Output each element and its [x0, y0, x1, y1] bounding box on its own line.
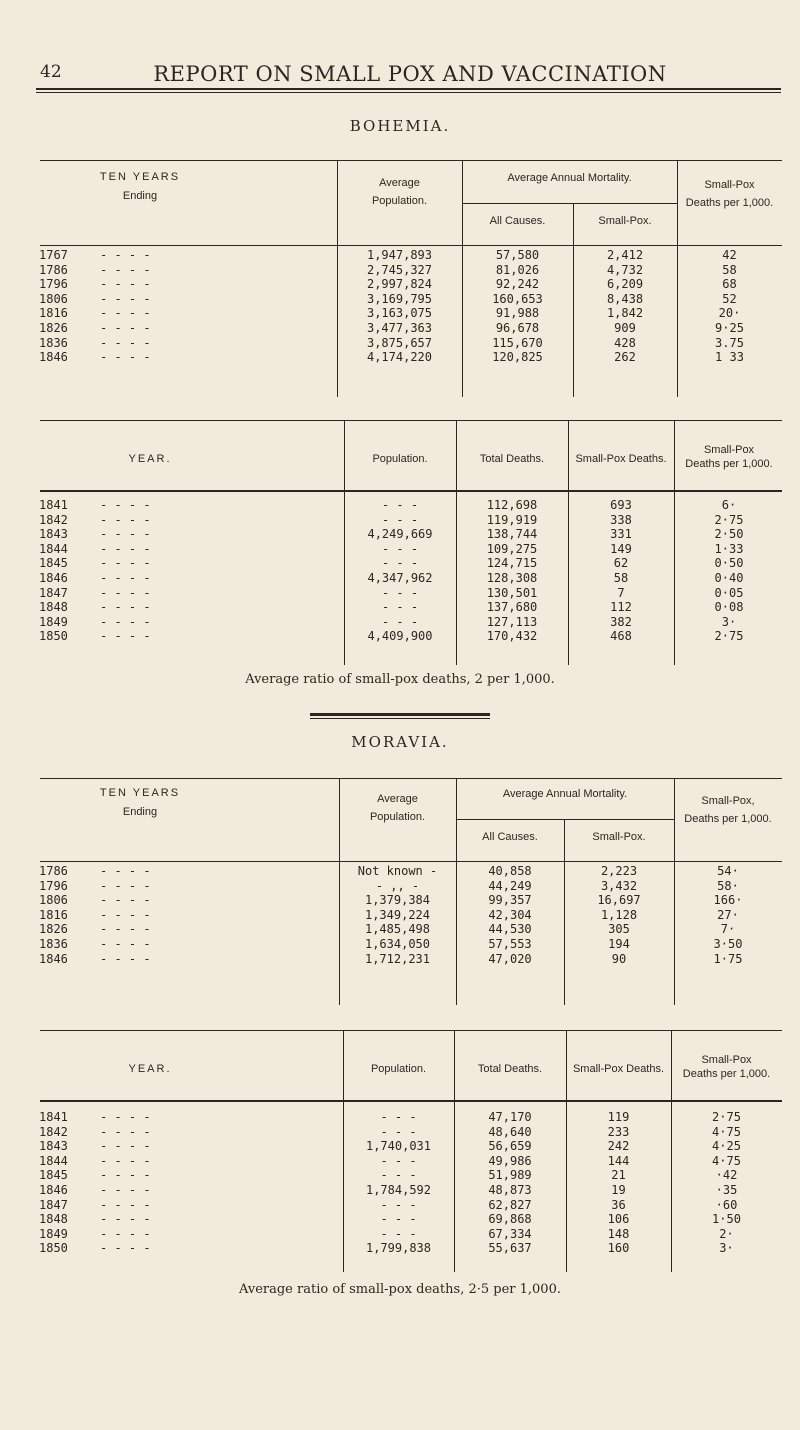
- bohemia-title: BOHEMIA.: [349, 117, 451, 135]
- moravia-decade-table: [40, 778, 782, 1008]
- year-cell: 1849: [39, 1226, 68, 1241]
- table-row: [40, 1154, 782, 1169]
- rate-cell: 42: [722, 248, 737, 262]
- table-row: [40, 908, 782, 923]
- leader-dashes: - - - -: [100, 1110, 151, 1124]
- population-cell: 3,163,075: [366, 306, 433, 321]
- header-small-pox-deaths: Small-Pox Deaths.: [575, 453, 667, 465]
- leader-dashes: - - - -: [100, 922, 151, 937]
- population-cell: 1,349,224: [364, 907, 431, 922]
- small-pox-cell: 2,412: [606, 248, 644, 262]
- small-pox-deaths-cell: 112: [610, 600, 632, 615]
- year-cell: 1846: [39, 570, 68, 585]
- total-deaths-cell: 48,873: [488, 1182, 532, 1197]
- year-cell: 1847: [39, 1197, 68, 1212]
- all-causes-cell: 99,357: [488, 893, 532, 908]
- small-pox-deaths-cell: 119: [607, 1110, 630, 1124]
- small-pox-cell: 8,438: [606, 291, 644, 306]
- total-deaths-cell: 48,640: [488, 1124, 532, 1139]
- population-cell: - - -: [381, 585, 419, 600]
- population-cell: - ,, -: [375, 878, 420, 893]
- small-pox-deaths-cell: 7: [617, 585, 625, 600]
- rate-cell: 0·50: [714, 556, 744, 571]
- small-pox-cell: 4,732: [606, 262, 644, 277]
- population-cell: 1,947,893: [366, 248, 433, 262]
- header-year: YEAR.: [128, 1063, 172, 1075]
- small-pox-cell: 1,842: [606, 306, 644, 321]
- table-row: [40, 1139, 782, 1154]
- leader-dashes: - - - -: [100, 864, 151, 878]
- leader-dashes: - - - -: [100, 629, 151, 644]
- table-row: [40, 513, 782, 528]
- leader-dashes: - - - -: [100, 614, 151, 629]
- small-pox-deaths-cell: 149: [610, 541, 632, 556]
- total-deaths-cell: 49,986: [488, 1153, 532, 1168]
- all-causes-cell: 57,580: [495, 248, 540, 262]
- rate-cell: 6·: [721, 498, 737, 512]
- small-pox-cell: 16,697: [597, 893, 641, 908]
- table-row: [40, 498, 782, 513]
- small-pox-deaths-cell: 382: [610, 614, 632, 629]
- rate-cell: 20·: [718, 306, 741, 321]
- rate-cell: 3·: [721, 614, 737, 629]
- all-causes-cell: 96,678: [495, 320, 540, 335]
- bohemia-annual-table: [40, 420, 782, 668]
- population-cell: 4,174,220: [366, 350, 433, 365]
- moravia-decade-rows: [40, 864, 782, 966]
- header-ten-years: TEN YEARS: [99, 787, 181, 799]
- header-rate-2: Deaths per 1,000.: [682, 1068, 771, 1080]
- table-row: [40, 1125, 782, 1140]
- rate-cell: 54·: [717, 864, 739, 878]
- population-cell: 4,347,962: [367, 570, 433, 585]
- table-row: [40, 336, 782, 351]
- total-deaths-cell: 47,170: [488, 1110, 532, 1124]
- leader-dashes: - - - -: [100, 936, 151, 951]
- header-ending: Ending: [122, 806, 158, 818]
- rate-cell: 1 33: [715, 350, 744, 365]
- population-cell: - - -: [380, 1226, 417, 1241]
- year-cell: 1786: [39, 864, 68, 878]
- bohemia-annual-rows: [40, 498, 782, 644]
- small-pox-deaths-cell: 160: [607, 1241, 630, 1256]
- small-pox-deaths-cell: 693: [610, 498, 632, 512]
- all-causes-cell: 42,304: [488, 907, 532, 922]
- population-cell: 2,745,327: [366, 262, 433, 277]
- small-pox-deaths-cell: 62: [613, 556, 629, 571]
- rate-cell: 68: [722, 277, 737, 292]
- header-rule: [36, 88, 781, 90]
- population-cell: - - -: [380, 1212, 417, 1227]
- header-annual-mortality: Average Annual Mortality.: [507, 172, 632, 184]
- population-cell: - - -: [380, 1168, 417, 1183]
- total-deaths-cell: 137,680: [486, 600, 538, 615]
- leader-dashes: - - - -: [100, 951, 151, 966]
- rate-cell: 1·75: [713, 951, 743, 966]
- small-pox-deaths-cell: 338: [610, 512, 632, 527]
- rate-cell: 52: [722, 291, 737, 306]
- population-cell: 1,634,050: [364, 936, 431, 951]
- rate-cell: 2·: [719, 1226, 734, 1241]
- total-deaths-cell: 138,744: [486, 527, 538, 542]
- header-population: Population.: [370, 1063, 427, 1075]
- small-pox-cell: 305: [608, 922, 630, 937]
- total-deaths-cell: 130,501: [486, 585, 538, 600]
- table-row: [40, 248, 782, 263]
- total-deaths-cell: 170,432: [486, 629, 538, 644]
- leader-dashes: - - - -: [100, 893, 151, 908]
- year-cell: 1848: [39, 1212, 68, 1227]
- year-cell: 1786: [39, 262, 68, 277]
- population-cell: 1,799,838: [365, 1241, 432, 1256]
- population-cell: Not known -: [357, 864, 438, 878]
- small-pox-cell: 1,128: [600, 907, 638, 922]
- leader-dashes: - - - -: [100, 335, 151, 350]
- table-row: [40, 629, 782, 644]
- header-average: Average: [377, 793, 418, 805]
- all-causes-cell: 44,530: [488, 922, 532, 937]
- header-ending: Ending: [122, 190, 158, 202]
- rate-cell: 0·08: [714, 600, 744, 615]
- leader-dashes: - - - -: [100, 306, 151, 321]
- bohemia-decade-rows: [40, 248, 782, 365]
- year-cell: 1842: [39, 512, 68, 527]
- moravia-annual-rows: [40, 1110, 782, 1256]
- header-rate-2: Deaths per 1,000.: [685, 458, 773, 470]
- page-number: 42: [40, 62, 62, 82]
- population-cell: 1,379,384: [364, 893, 431, 908]
- total-deaths-cell: 62,827: [488, 1197, 532, 1212]
- total-deaths-cell: 112,698: [486, 498, 538, 512]
- header-all-causes: All Causes.: [482, 831, 538, 843]
- small-pox-cell: 3,432: [600, 878, 638, 893]
- year-cell: 1845: [39, 556, 68, 571]
- year-cell: 1816: [39, 907, 68, 922]
- small-pox-deaths-cell: 233: [607, 1124, 630, 1139]
- leader-dashes: - - - -: [100, 1168, 151, 1183]
- rate-cell: 3·: [719, 1241, 734, 1256]
- year-cell: 1816: [39, 306, 68, 321]
- year-cell: 1826: [39, 320, 68, 335]
- year-cell: 1848: [39, 600, 68, 615]
- header-population: Population.: [372, 453, 428, 465]
- leader-dashes: - - - -: [100, 600, 151, 615]
- leader-dashes: - - - -: [100, 277, 151, 292]
- all-causes-cell: 160,653: [492, 291, 543, 306]
- header-small-pox: Small-Pox.: [598, 215, 652, 227]
- all-causes-cell: 40,858: [488, 864, 532, 878]
- year-cell: 1842: [39, 1124, 68, 1139]
- population-cell: 3,169,795: [366, 291, 433, 306]
- header-deaths-per-1000: Deaths per 1,000.: [684, 813, 772, 825]
- table-row: [40, 1168, 782, 1183]
- table-row: [40, 1227, 782, 1242]
- table-row: [40, 306, 782, 321]
- rate-cell: 4·25: [712, 1139, 741, 1154]
- leader-dashes: - - - -: [100, 1212, 151, 1227]
- population-cell: - - -: [381, 541, 419, 556]
- year-cell: 1826: [39, 922, 68, 937]
- table-row: [40, 1198, 782, 1213]
- table-row: [40, 879, 782, 894]
- header-year: YEAR.: [128, 453, 172, 465]
- year-cell: 1847: [39, 585, 68, 600]
- leader-dashes: - - - -: [100, 1226, 151, 1241]
- population-cell: - - -: [380, 1197, 417, 1212]
- table-row: [40, 1212, 782, 1227]
- table-row: [40, 1110, 782, 1125]
- population-cell: 2,997,824: [366, 277, 433, 292]
- header-total-deaths: Total Deaths.: [477, 1063, 543, 1075]
- population-cell: - - -: [381, 498, 419, 512]
- rate-cell: 27·: [717, 907, 739, 922]
- year-cell: 1767: [39, 248, 68, 262]
- table-row: [40, 586, 782, 601]
- all-causes-cell: 120,825: [492, 350, 543, 365]
- year-cell: 1850: [39, 629, 68, 644]
- header-small-pox-deaths: Small-Pox Deaths.: [572, 1063, 665, 1075]
- small-pox-deaths-cell: 144: [607, 1153, 630, 1168]
- header-annual-mortality: Average Annual Mortality.: [502, 788, 628, 800]
- all-causes-cell: 115,670: [492, 335, 543, 350]
- year-cell: 1843: [39, 527, 68, 542]
- leader-dashes: - - - -: [100, 498, 151, 512]
- rate-cell: 1·33: [714, 541, 744, 556]
- leader-dashes: - - - -: [100, 248, 151, 262]
- leader-dashes: - - - -: [100, 1124, 151, 1139]
- header-small-pox-deaths: Small-Pox: [704, 179, 755, 191]
- total-deaths-cell: 51,989: [488, 1168, 532, 1183]
- year-cell: 1806: [39, 291, 68, 306]
- header-small-pox: Small-Pox.: [592, 831, 646, 843]
- header-deaths-per-1000: Deaths per 1,000.: [685, 197, 774, 209]
- population-cell: 1,740,031: [365, 1139, 432, 1154]
- all-causes-cell: 44,249: [488, 878, 532, 893]
- small-pox-deaths-cell: 36: [611, 1197, 626, 1212]
- total-deaths-cell: 109,275: [486, 541, 538, 556]
- total-deaths-cell: 67,334: [488, 1226, 532, 1241]
- rate-cell: ·35: [715, 1182, 738, 1197]
- rate-cell: 166·: [713, 893, 743, 908]
- population-cell: - - -: [380, 1110, 417, 1124]
- all-causes-cell: 57,553: [488, 936, 532, 951]
- leader-dashes: - - - -: [100, 1241, 151, 1256]
- small-pox-deaths-cell: 148: [607, 1226, 630, 1241]
- small-pox-cell: 90: [611, 951, 627, 966]
- table-row: [40, 922, 782, 937]
- population-cell: - - -: [381, 600, 419, 615]
- leader-dashes: - - - -: [100, 320, 151, 335]
- moravia-note: Average ratio of small-pox deaths, 2·5 per 1,000.: [239, 1282, 561, 1297]
- population-cell: - - -: [381, 614, 419, 629]
- rate-cell: 2·50: [714, 527, 744, 542]
- year-cell: 1844: [39, 1153, 68, 1168]
- year-cell: 1836: [39, 335, 68, 350]
- table-row: [40, 292, 782, 307]
- small-pox-deaths-cell: 106: [607, 1212, 630, 1227]
- total-deaths-cell: 128,308: [486, 570, 538, 585]
- leader-dashes: - - - -: [100, 512, 151, 527]
- section-separator: [310, 713, 490, 719]
- total-deaths-cell: 55,637: [488, 1241, 532, 1256]
- population-cell: - - -: [381, 512, 419, 527]
- rate-cell: 58·: [717, 878, 739, 893]
- small-pox-cell: 2,223: [600, 864, 638, 878]
- total-deaths-cell: 119,919: [486, 512, 538, 527]
- header-rate-1: Small-Pox: [703, 444, 755, 456]
- header-average: Average: [379, 177, 420, 189]
- year-cell: 1796: [39, 277, 68, 292]
- total-deaths-cell: 127,113: [486, 614, 538, 629]
- small-pox-deaths-cell: 58: [613, 570, 629, 585]
- small-pox-deaths-cell: 19: [611, 1182, 626, 1197]
- year-cell: 1846: [39, 350, 68, 365]
- population-cell: 3,875,657: [366, 335, 433, 350]
- table-row: [40, 615, 782, 630]
- all-causes-cell: 81,026: [495, 262, 540, 277]
- rate-cell: 0·40: [714, 570, 744, 585]
- moravia-title: MORAVIA.: [351, 733, 449, 751]
- year-cell: 1806: [39, 893, 68, 908]
- leader-dashes: - - - -: [100, 585, 151, 600]
- table-row: [40, 893, 782, 908]
- population-cell: 4,409,900: [367, 629, 433, 644]
- total-deaths-cell: 56,659: [488, 1139, 532, 1154]
- population-cell: 3,477,363: [366, 320, 433, 335]
- bohemia-decade-table: [40, 160, 782, 400]
- rate-cell: 4·75: [712, 1124, 741, 1139]
- table-row: [40, 571, 782, 586]
- small-pox-cell: 428: [614, 335, 636, 350]
- header-population: Population.: [369, 811, 426, 823]
- table-row: [40, 321, 782, 336]
- year-cell: 1849: [39, 614, 68, 629]
- year-cell: 1796: [39, 878, 68, 893]
- leader-dashes: - - - -: [100, 878, 151, 893]
- header-total-deaths: Total Deaths.: [479, 453, 545, 465]
- population-cell: 4,249,669: [367, 527, 433, 542]
- leader-dashes: - - - -: [100, 570, 151, 585]
- small-pox-cell: 194: [608, 936, 630, 951]
- leader-dashes: - - - -: [100, 556, 151, 571]
- population-cell: - - -: [380, 1153, 417, 1168]
- year-cell: 1845: [39, 1168, 68, 1183]
- year-cell: 1843: [39, 1139, 68, 1154]
- population-cell: - - -: [381, 556, 419, 571]
- header-rule-thin: [36, 92, 781, 93]
- small-pox-cell: 6,209: [606, 277, 644, 292]
- rate-cell: ·60: [715, 1197, 738, 1212]
- bohemia-note: Average ratio of small-pox deaths, 2 per 1,000.: [245, 672, 555, 687]
- rate-cell: 58: [722, 262, 737, 277]
- header-rate-1: Small-Pox: [701, 1054, 752, 1066]
- header-population: Population.: [371, 195, 428, 207]
- year-cell: 1841: [39, 498, 68, 512]
- table-row: [40, 864, 782, 879]
- rate-cell: 3.75: [715, 335, 744, 350]
- leader-dashes: - - - -: [100, 1197, 151, 1212]
- small-pox-cell: 909: [614, 320, 636, 335]
- header-all-causes: All Causes.: [489, 215, 546, 227]
- header-ten-years: TEN YEARS: [99, 171, 181, 183]
- rate-cell: 2·75: [714, 629, 744, 644]
- rate-cell: 0·05: [714, 585, 744, 600]
- population-cell: 1,784,592: [365, 1182, 432, 1197]
- rate-cell: 2·75: [712, 1110, 741, 1124]
- table-row: [40, 556, 782, 571]
- leader-dashes: - - - -: [100, 291, 151, 306]
- table-row: [40, 527, 782, 542]
- small-pox-cell: 262: [614, 350, 636, 365]
- table-row: [40, 263, 782, 278]
- all-causes-cell: 47,020: [488, 951, 532, 966]
- table-row: [40, 277, 782, 292]
- running-title: REPORT ON SMALL POX AND VACCINATION: [153, 62, 667, 86]
- leader-dashes: - - - -: [100, 1182, 151, 1197]
- population-cell: 1,485,498: [364, 922, 431, 937]
- year-cell: 1846: [39, 951, 68, 966]
- leader-dashes: - - - -: [100, 1139, 151, 1154]
- table-row: [40, 350, 782, 365]
- population-cell: 1,712,231: [364, 951, 431, 966]
- leader-dashes: - - - -: [100, 1153, 151, 1168]
- leader-dashes: - - - -: [100, 907, 151, 922]
- table-row: [40, 600, 782, 615]
- small-pox-deaths-cell: 242: [607, 1139, 630, 1154]
- rate-cell: 9·25: [715, 320, 744, 335]
- year-cell: 1846: [39, 1182, 68, 1197]
- rate-cell: 2·75: [714, 512, 744, 527]
- header-small-pox-deaths: Small-Pox,: [701, 795, 755, 807]
- total-deaths-cell: 124,715: [486, 556, 538, 571]
- all-causes-cell: 92,242: [495, 277, 540, 292]
- population-cell: - - -: [380, 1124, 417, 1139]
- leader-dashes: - - - -: [100, 350, 151, 365]
- rate-cell: ·42: [715, 1168, 738, 1183]
- moravia-annual-table: [40, 1030, 782, 1275]
- small-pox-deaths-cell: 468: [610, 629, 632, 644]
- year-cell: 1836: [39, 936, 68, 951]
- table-row: [40, 542, 782, 557]
- small-pox-deaths-cell: 21: [611, 1168, 626, 1183]
- table-row: [40, 1241, 782, 1256]
- leader-dashes: - - - -: [100, 541, 151, 556]
- rate-cell: 1·50: [712, 1212, 741, 1227]
- table-row: [40, 937, 782, 952]
- table-row: [40, 1183, 782, 1198]
- total-deaths-cell: 69,868: [488, 1212, 532, 1227]
- year-cell: 1841: [39, 1110, 68, 1124]
- all-causes-cell: 91,988: [495, 306, 540, 321]
- year-cell: 1844: [39, 541, 68, 556]
- leader-dashes: - - - -: [100, 527, 151, 542]
- rate-cell: 3·50: [713, 936, 743, 951]
- rate-cell: 4·75: [712, 1153, 741, 1168]
- leader-dashes: - - - -: [100, 262, 151, 277]
- table-row: [40, 952, 782, 967]
- small-pox-deaths-cell: 331: [610, 527, 632, 542]
- year-cell: 1850: [39, 1241, 68, 1256]
- rate-cell: 7·: [720, 922, 736, 937]
